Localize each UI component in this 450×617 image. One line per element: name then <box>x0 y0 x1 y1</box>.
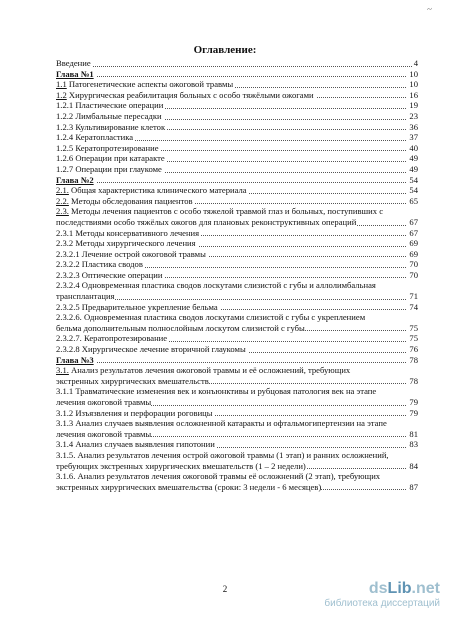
toc-entry-page: 23 <box>409 110 418 121</box>
toc-entry-text: Введение <box>56 58 91 68</box>
toc-entry-number: 3.1.5. <box>56 449 76 460</box>
toc-entry <box>56 270 418 281</box>
toc-entry-text: Кератопротезирование <box>75 142 159 153</box>
toc-entry-number: 2.3.2.5 <box>56 301 80 312</box>
toc-entry-text: Анализ результатов лечения ожоговой травмы и её осложнений, требующих экстренных хирургических вмешательств <box>56 365 351 386</box>
toc-entry-page: 84 <box>409 460 418 471</box>
toc-entry <box>56 111 418 122</box>
toc-entry-number: 1.1 <box>56 79 67 90</box>
toc-entry-number: 3.1.3 <box>56 418 74 429</box>
toc-entry-page: 49 <box>409 163 418 174</box>
toc-entry <box>56 185 418 196</box>
toc-entry-page: 79 <box>409 407 418 418</box>
toc-entry-number: 3.1. <box>56 365 69 376</box>
toc-entry-text: Операции при катаракте <box>75 153 165 164</box>
toc-entry <box>56 122 418 133</box>
toc-entry-text: Общая характеристика клинического материала <box>71 185 247 196</box>
toc-entry <box>56 228 418 239</box>
toc-entry-text: Кератопластика <box>75 132 134 143</box>
toc-entry-text: Анализ случаев выявления гипотонии <box>75 439 215 450</box>
toc-entry-page: 75 <box>409 333 418 344</box>
toc-entry <box>56 100 418 111</box>
toc-entry-text: Одновременная пластика сводов лоскутами слизистой с губы с укреплением бельма дополнительным полнослойным лоскутом слизистой с губы <box>56 312 366 333</box>
toc-entry-text: Методы консервативного лечения <box>75 227 200 238</box>
toc-entry-page: 36 <box>409 121 418 132</box>
toc-entry-number: 2.3.2.2 <box>56 259 80 270</box>
toc-entry-page: 78 <box>409 375 418 386</box>
toc-entry-text: Пластические операции <box>75 100 164 111</box>
toc-entry-page: 75 <box>409 322 418 333</box>
toc-leader-dots <box>56 182 418 183</box>
toc-entry-page: 37 <box>409 132 418 143</box>
toc-entry-text: Методы хирургического лечения <box>75 238 196 249</box>
toc-entry-text: Хирургическая реабилитация больных с особо тяжёлыми ожогами <box>68 89 314 100</box>
toc-entry-page: 74 <box>409 301 418 312</box>
toc-entry <box>56 90 418 101</box>
toc-entry-text: Глава №1 <box>56 68 94 79</box>
toc-entry-text: Оптические операции <box>81 269 163 280</box>
watermark-subtitle: библиотека диссертаций <box>324 598 440 609</box>
toc-entry-number: 1.2.1 <box>56 100 74 111</box>
toc-entry <box>56 408 418 419</box>
toc-entry-number: 3.1.6. <box>56 471 76 482</box>
toc-entry-text: Кератопротезирование <box>83 333 168 344</box>
toc-entry-text: Патогенетические аспекты ожоговой травмы <box>68 79 234 90</box>
toc-entry-number: 2.2. <box>56 195 69 206</box>
toc-entry-page: 54 <box>409 174 418 185</box>
toc-entry-number: 2.3.2.1 <box>56 248 80 259</box>
toc-entry <box>56 418 418 439</box>
toc-entry <box>56 312 418 333</box>
watermark-logo: dsLib.net <box>368 580 440 597</box>
toc-leader-dots <box>56 76 418 77</box>
toc-entry <box>56 175 418 186</box>
toc-entry-text: Методы обследования пациентов <box>71 195 193 206</box>
toc-entry-text: Глава №2 <box>56 174 94 185</box>
toc-entry-page: 16 <box>409 89 418 100</box>
toc-entry-text: Анализ случаев выявления осложненной катаракты и офтальмогипертензии на этапе лечения ожоговой травмы <box>56 418 387 439</box>
toc-entry <box>56 143 418 154</box>
toc-entry-text: Лечение острой ожоговой травмы <box>81 248 206 259</box>
toc-entry <box>56 280 418 301</box>
toc-entry-text: Изъязвления и перфорации роговицы <box>75 407 213 418</box>
toc-entry-number: 1.2.6 <box>56 153 74 164</box>
toc-entry-text: Операции при глаукоме <box>75 163 162 174</box>
toc-entry-text: Пластика сводов <box>81 259 143 270</box>
toc-entry <box>56 302 418 313</box>
toc-entry-page: 69 <box>409 238 418 249</box>
toc-entry-page: 10 <box>409 68 418 79</box>
page-number: 2 <box>222 584 228 594</box>
toc-entry-page: 67 <box>409 216 418 227</box>
toc-entry <box>56 259 418 270</box>
toc-entry <box>56 164 418 175</box>
corner-mark: ~ <box>426 3 433 15</box>
toc-entry <box>56 471 418 492</box>
toc-entry <box>56 333 418 344</box>
toc-entry-number: 2.3.2.3 <box>56 269 80 280</box>
toc-entry-page: 70 <box>409 269 418 280</box>
toc-entry <box>56 132 418 143</box>
table-of-contents <box>56 58 418 492</box>
toc-entry <box>56 386 418 407</box>
toc-entry-page: 87 <box>409 481 418 492</box>
toc-entry-page: 67 <box>409 227 418 238</box>
toc-entry-number: 2.3.2.6. <box>56 312 82 323</box>
toc-entry-text: Одновременная пластика сводов лоскутами слизистой с губы и аллолимбальная трансплантация <box>56 280 376 302</box>
toc-entry <box>56 365 418 386</box>
toc-entry <box>56 238 418 249</box>
toc-entry-number: 1.2.5 <box>56 142 74 153</box>
toc-entry-text: Культивирование клеток <box>75 121 166 132</box>
toc-entry-text: Анализ результатов лечения ожоговой травмы её осложнений (2 этап), требующих экстренных хирургических вмешательства (сроки: 3 недели - 6 месяцев) <box>56 471 381 492</box>
toc-entry-page: 10 <box>409 79 418 90</box>
toc-entry-number: 3.1.2 <box>56 407 74 418</box>
toc-entry-page: 19 <box>409 100 418 111</box>
toc-entry-number: 2.3.2.7. <box>56 333 82 344</box>
toc-entry-page: 79 <box>409 397 418 407</box>
toc-entry-page: 65 <box>409 195 418 206</box>
toc-entry-text: Хирургическое лечение вторичной глаукомы <box>81 344 246 355</box>
toc-entry-number: 1.2.3 <box>56 121 74 132</box>
toc-entry-page: 40 <box>409 142 418 153</box>
toc-entry-text: Предварительное укрепление бельма <box>81 301 218 312</box>
toc-entry <box>56 79 418 90</box>
toc-entry <box>56 196 418 207</box>
toc-entry <box>56 153 418 164</box>
watermark <box>324 580 440 609</box>
toc-entry <box>56 344 418 355</box>
toc-entry-text: Методы лечения пациентов с особо тяжелой травмой глаз и больных, поступивших с последствиями особо тяжёлых ожогов для плановых реконструктивных операций <box>56 206 384 227</box>
toc-entry-number: 1.2 <box>56 89 67 100</box>
toc-entry-page: 78 <box>409 354 418 365</box>
toc-entry-text: Лимбальные пересадки <box>75 110 162 121</box>
toc-entry-page: 54 <box>409 185 418 196</box>
toc-entry-page: 69 <box>409 248 418 259</box>
toc-entry-number: 1.2.4 <box>56 132 74 143</box>
toc-entry-text: Травматические изменения век и конъюнктивы и рубцовая патология век на этапе лечения ожоговой травмы <box>56 386 377 407</box>
page-title: Оглавление: <box>193 44 257 56</box>
toc-entry-page: 71 <box>409 291 418 302</box>
toc-entry-number: 2.3. <box>56 206 69 217</box>
toc-leader-dots <box>56 66 418 67</box>
toc-entry-number: 2.3.2 <box>56 238 74 249</box>
toc-entry <box>56 58 418 69</box>
toc-entry <box>56 450 418 471</box>
toc-entry <box>56 69 418 80</box>
toc-entry-number: 1.2.2 <box>56 110 74 121</box>
toc-entry <box>56 355 418 366</box>
toc-entry-number: 2.1. <box>56 185 69 196</box>
toc-entry-number: 3.1.1 <box>56 386 74 397</box>
toc-entry <box>56 249 418 260</box>
toc-entry-page: 83 <box>409 439 418 450</box>
toc-entry <box>56 206 418 227</box>
toc-entry-page: 70 <box>409 259 418 270</box>
toc-entry-page: 49 <box>409 153 418 164</box>
toc-entry-number: 2.3.2.4 <box>56 280 80 291</box>
toc-entry-text: Анализ результатов лечения острой ожоговой травмы (1 этап) и ранних осложнений, требующих экстренных хирургических вмешательств (1 – 2 недели) <box>56 449 389 471</box>
toc-entry-number: 1.2.7 <box>56 163 74 174</box>
toc-entry-text: Глава №3 <box>56 354 94 365</box>
toc-entry-number: 3.1.4 <box>56 439 74 450</box>
toc-entry-number: 2.3.1 <box>56 227 74 238</box>
toc-entry-page: 4 <box>413 58 418 68</box>
toc-entry <box>56 439 418 450</box>
toc-entry-number: 2.3.2.8 <box>56 344 80 355</box>
toc-entry-page: 81 <box>409 428 418 439</box>
toc-entry-page: 76 <box>409 344 418 355</box>
toc-leader-dots <box>56 362 418 363</box>
